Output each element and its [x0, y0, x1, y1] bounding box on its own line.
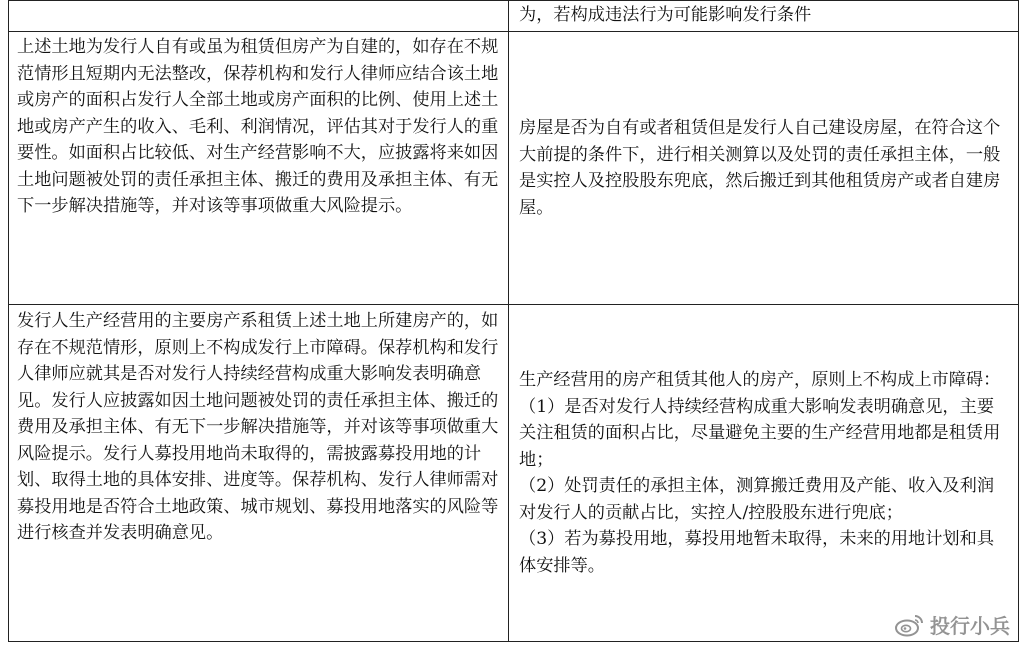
table-cell-right [509, 1, 1019, 32]
table-row [9, 305, 1019, 642]
watermark-text: 投行小兵 [930, 614, 1010, 638]
list-item: （2）处罚责任的承担主体，测算搬迁费用及产能、收入及利润对发行人的贡献占比，实控人/控股股东进行兜底； [519, 476, 995, 523]
cell-text: 生产经营用的房产租赁其他人的房产，原则上不构成上市障碍： [519, 370, 1001, 390]
list-item: （3）若为募投用地，募投用地暂未取得，未来的用地计划和具体安排等。 [519, 529, 995, 576]
comparison-table [8, 0, 1019, 642]
cell-text: 上述土地为发行人自有或虽为租赁但房产为自建的，如存在不规范情形且短期内无法整改，保荐机构和发行人律师应结合该土地或房产的面积占发行人全部土地或房产面积的比例、使用上述土地或房产产生的收入、毛利、利润情况，评估其对于发行人的重要性。如面积占比较低、对生产经营影响不大，应披露将来如因土地问题被处罚的责任承担主体、搬迁的费用及承担主体、有无下一步解决措施等，并对该等事项做重大风险提示。 [17, 37, 499, 216]
table-row [9, 1, 1019, 32]
cell-text: 为，若构成违法行为可能影响发行条件 [519, 5, 812, 25]
table-cell-left [9, 32, 509, 305]
cell-text: 房屋是否为自有或者租赁但是发行人自己建设房屋，在符合这个大前提的条件下，进行相关测算以及处罚的责任承担主体，一般是实控人及控股股东兜底，然后搬迁到其他租赁房产或者自建房屋。 [519, 118, 1001, 218]
list-item: （1）是否对发行人持续经营构成重大影响发表明确意见，主要关注租赁的面积占比，尽量避免主要的生产经营用地都是租赁用地； [519, 396, 1001, 470]
table-cell-left [9, 305, 509, 642]
cell-text: 发行人生产经营用的主要房产系租赁上述土地上所建房产的，如存在不规范情形，原则上不构成发行上市障碍。保荐机构和发行人律师应就其是否对发行人持续经营构成重大影响发表明确意见。发行人应披露如因土地问题被处罚的责任承担主体、搬迁的费用及承担主体、有无下一步解决措施等，并对该等事项做重大风险提示。发行人募投用地尚未取得的，需披露募投用地的计划、取得土地的具体安排、进度等。保荐机构、发行人律师需对募投用地是否符合土地政策、城市规划、募投用地落实的风险等进行核查并发表明确意见。 [17, 311, 499, 543]
table-cell-left [9, 1, 509, 32]
table-row [9, 32, 1019, 305]
table-cell-right [509, 305, 1019, 642]
table-cell-right [509, 32, 1019, 305]
weibo-logo-icon [894, 613, 924, 637]
watermark [894, 610, 1010, 639]
